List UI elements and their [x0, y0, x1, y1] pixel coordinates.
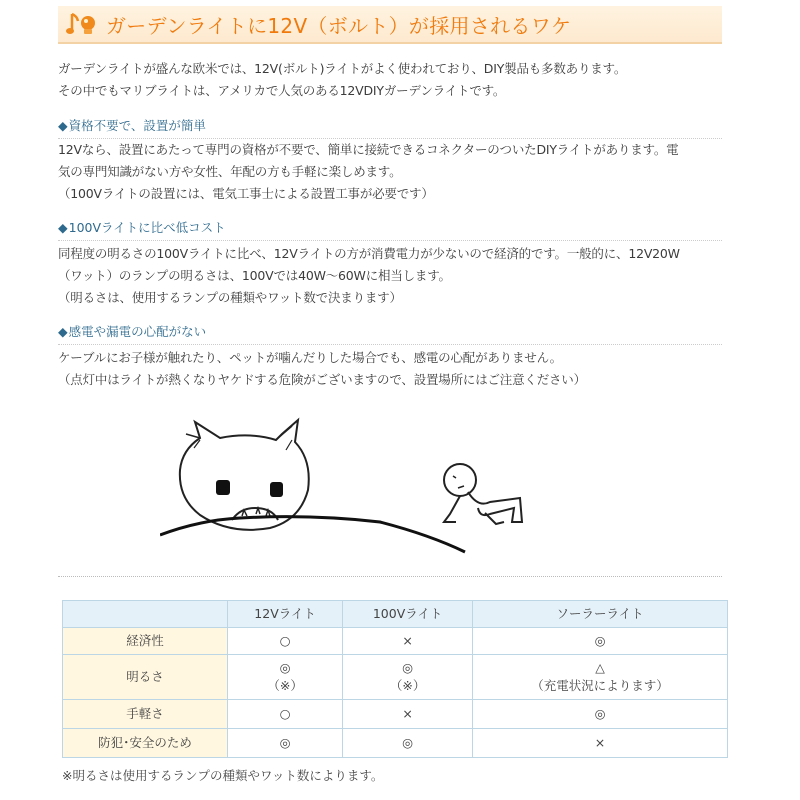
section-heading-text: 感電や漏電の心配がない [68, 324, 207, 339]
table-cell [473, 700, 728, 729]
intro-line: ガーデンライトが盛んな欧米では、12V(ボルト)ライトがよく使われており、DIY製品も多数あります。 [58, 61, 627, 76]
cell-note: （※） [267, 678, 303, 693]
footnote: ※明るさは使用するランプの種類やワット数によります。 [62, 768, 384, 783]
section-heading-safety [58, 320, 722, 345]
body-line: （ワット）のランプの明るさは、100Vでは40W～60Wに相当します。 [58, 268, 451, 283]
table-row [63, 729, 728, 758]
divider [58, 576, 722, 577]
row-label: 防犯･安全のため [63, 729, 228, 758]
table-row [63, 628, 728, 655]
body-line: （明るさは、使用するランプの種類やワット数で決まります） [58, 290, 402, 305]
body-line: 気の専門知識がない方や女性、年配の方も手軽に楽しめます。 [58, 164, 402, 179]
table-row [63, 700, 728, 729]
section-heading-text: 資格不要で、設置が簡単 [68, 118, 206, 133]
cell-value: ◎ [402, 735, 414, 750]
section-heading-cost [58, 216, 722, 241]
intro-line: その中でもマリブライトは、アメリカで人気のある12VDIYガーデンライトです。 [58, 83, 506, 98]
table-cell [343, 655, 473, 700]
table-cell [473, 655, 728, 700]
section-body-qualification [58, 139, 678, 205]
row-label: 明るさ [63, 655, 228, 700]
body-line: 12Vなら、設置にあたって専門の資格が不要で、簡単に接続できるコネクターのついたDIYライトがあります。電 [58, 142, 679, 157]
body-line: 同程度の明るさの100Vライトに比べ、12Vライトの方が消費電力が少ないので経済的です。一般的に、12V20W [58, 246, 680, 261]
cell-value: × [402, 706, 413, 721]
table-cell [343, 628, 473, 655]
intro-paragraph [58, 58, 626, 102]
body-line: ケーブルにお子様が触れたり、ペットが噛んだりした場合でも、感電の心配がありません。 [58, 350, 562, 365]
cell-value: ○ [279, 706, 291, 721]
cell-value: ◎ [279, 660, 291, 675]
cell-value: × [594, 735, 606, 750]
section-body-cost [58, 243, 680, 309]
row-label: 経済性 [63, 628, 228, 655]
table-cell [343, 700, 473, 729]
cell-value: ◎ [402, 660, 414, 675]
cell-value: ◎ [279, 735, 291, 750]
table-cell [228, 628, 343, 655]
col-header-solar: ソーラーライト [473, 601, 728, 628]
body-line: （点灯中はライトが熱くなりヤケドする危険がございますので、設置場所にはご注意ください） [58, 372, 586, 387]
cell-value: ◎ [594, 633, 606, 648]
table-row [63, 655, 728, 700]
comparison-table [62, 600, 728, 758]
diamond-icon: ◆ [58, 220, 68, 235]
body-line: （100Vライトの設置には、電気工事士による設置工事が必要です） [58, 186, 434, 201]
table-cell [343, 729, 473, 758]
cell-value: ○ [279, 633, 291, 648]
cat-and-baby-with-cable-drawing [160, 410, 560, 570]
section-body-safety [58, 347, 586, 391]
cell-value: × [402, 633, 413, 648]
section-heading-text: 100Vライトに比べ低コスト [68, 220, 226, 235]
row-label: 手軽さ [63, 700, 228, 729]
table-cell [473, 729, 728, 758]
col-header-12v: 12Vライト [228, 601, 343, 628]
section-heading-qualification [58, 114, 722, 139]
table-cell [228, 700, 343, 729]
page-title: ガーデンライトに12V（ボルト）が採用されるワケ [106, 13, 572, 38]
diamond-icon: ◆ [58, 118, 68, 133]
cell-note: （※） [389, 678, 426, 693]
music-note-bulb-icon [66, 10, 100, 38]
table-corner [63, 601, 228, 628]
title-bar [58, 6, 722, 44]
cell-value: △ [595, 660, 605, 675]
table-cell [228, 729, 343, 758]
cell-value: ◎ [594, 706, 606, 721]
col-header-100v: 100Vライト [343, 601, 473, 628]
cell-note: （充電状況によります） [531, 678, 669, 693]
diamond-icon: ◆ [58, 324, 68, 339]
table-cell [228, 655, 343, 700]
table-cell [473, 628, 728, 655]
